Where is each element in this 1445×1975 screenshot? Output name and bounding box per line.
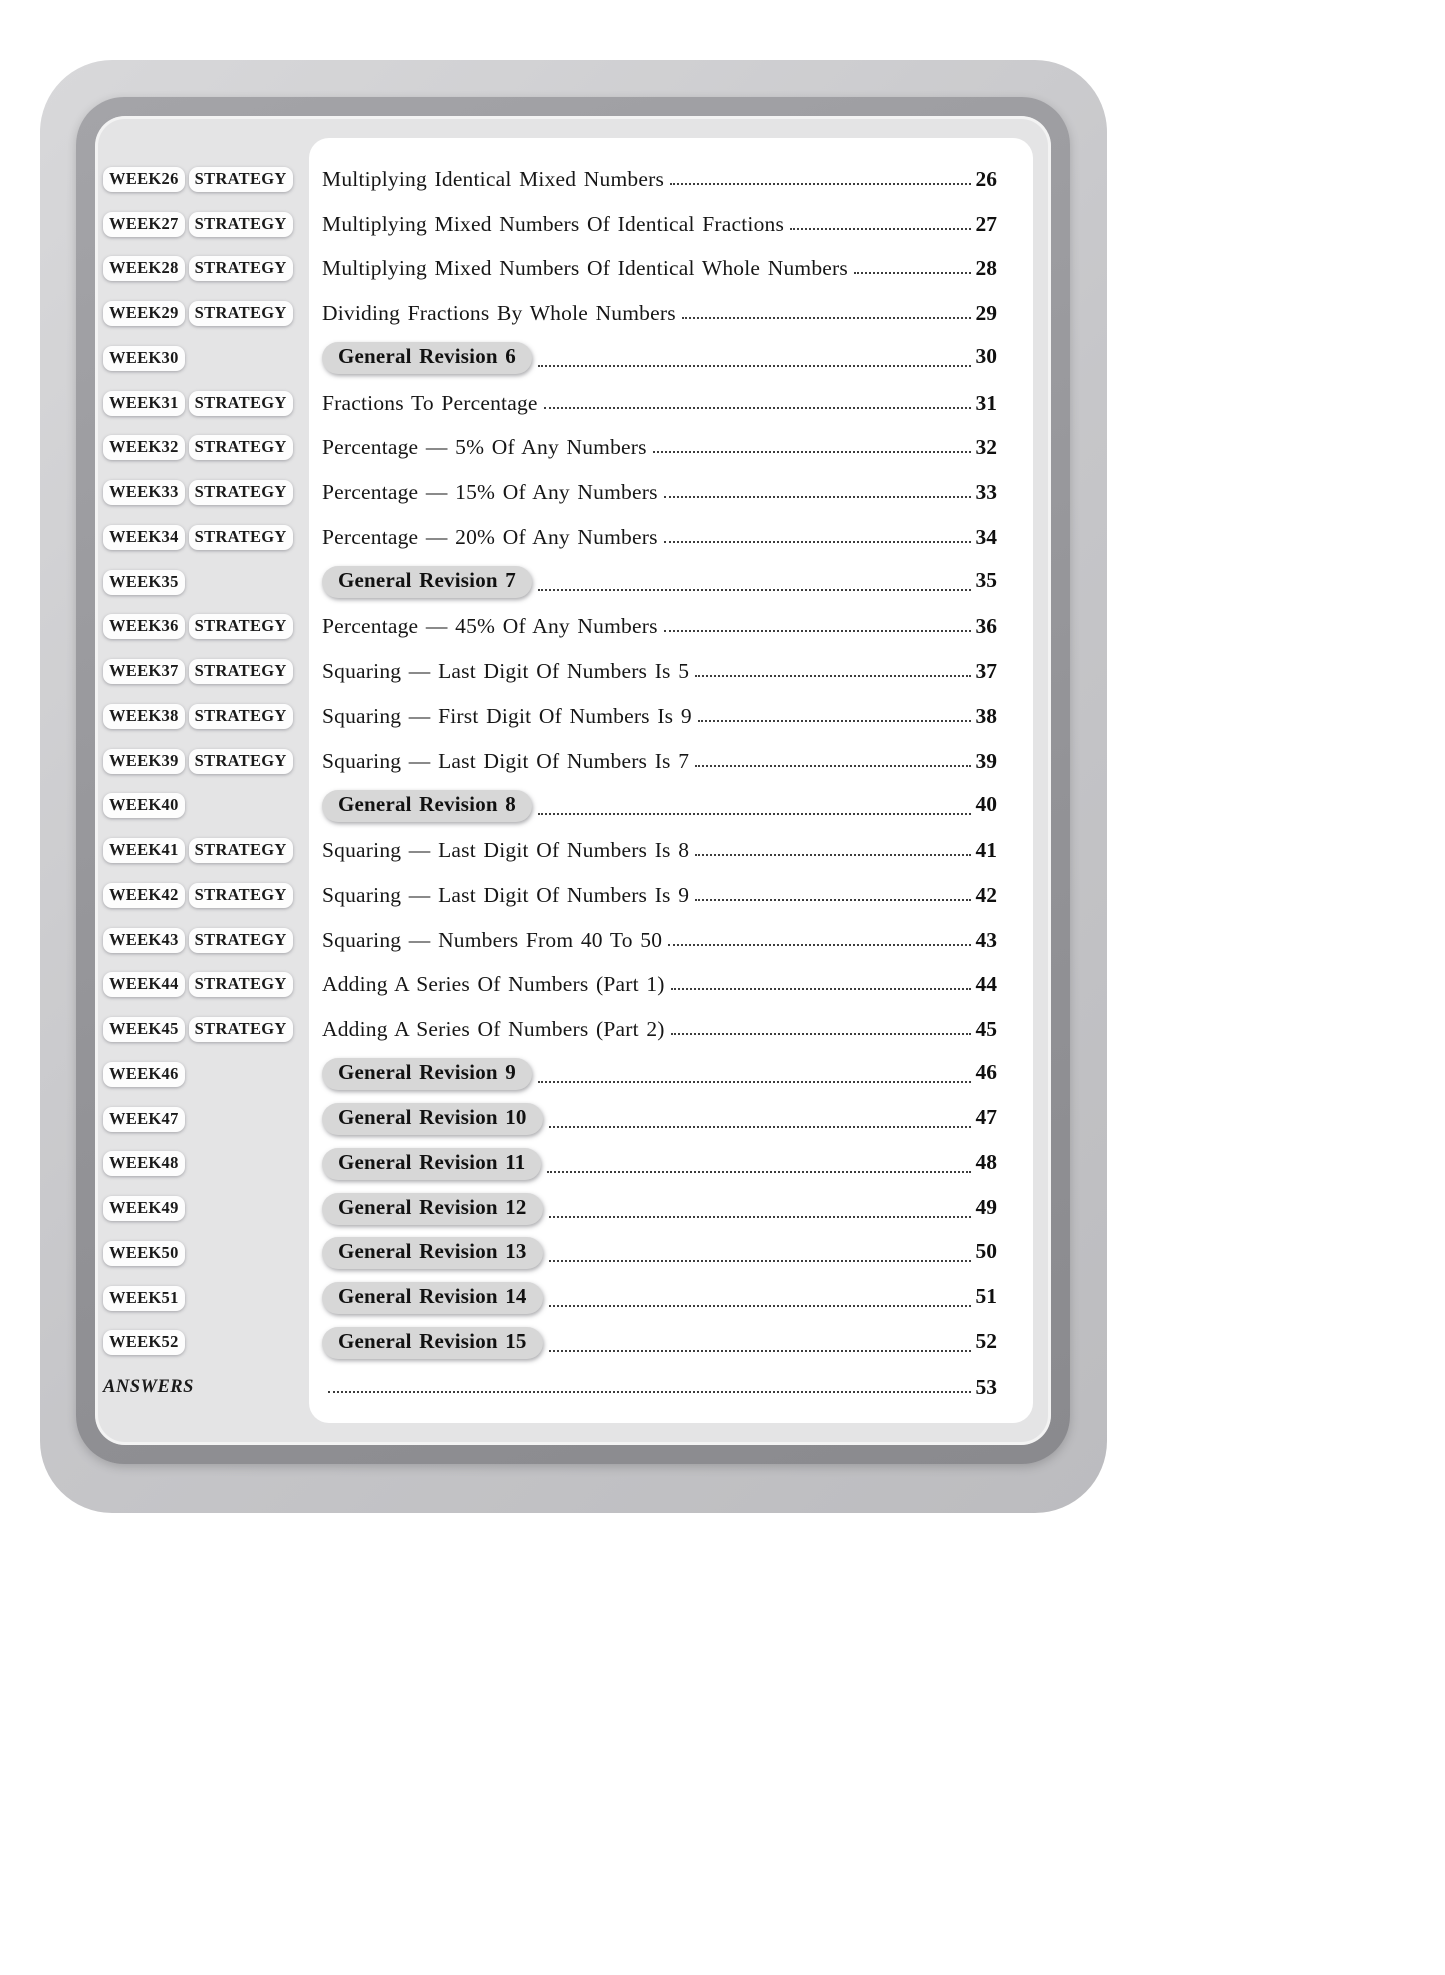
toc-entry	[309, 704, 1015, 729]
week-label: WEEK42	[103, 883, 185, 908]
toc-row	[101, 202, 1015, 247]
week-label-group	[101, 1107, 309, 1132]
toc-row	[101, 963, 1015, 1008]
week-label-group	[101, 256, 309, 281]
entry-page-number: 43	[975, 927, 997, 952]
week-label: WEEK38	[103, 704, 185, 729]
entry-title: Fractions To Percentage	[322, 390, 538, 415]
strategy-label: STRATEGY	[189, 301, 293, 326]
week-label-group	[101, 1017, 309, 1042]
entry-page-number: 46	[975, 1060, 997, 1085]
toc-row	[101, 470, 1015, 515]
entry-title: General Revision 10	[322, 1103, 543, 1135]
toc-entry	[309, 749, 1015, 774]
week-label: WEEK34	[103, 525, 185, 550]
entry-title: Adding A Series Of Numbers (Part 1)	[322, 972, 665, 997]
entry-page-number: 48	[975, 1149, 997, 1174]
week-label: WEEK44	[103, 972, 185, 997]
week-label: WEEK45	[103, 1017, 185, 1042]
dot-leader	[695, 899, 970, 901]
toc-entry	[309, 659, 1015, 684]
entry-title: General Revision 9	[322, 1058, 532, 1090]
entry-page-number: 40	[975, 791, 997, 816]
week-label: WEEK30	[103, 346, 185, 371]
week-label: WEEK37	[103, 659, 185, 684]
dot-leader	[664, 541, 971, 543]
entry-title: General Revision 14	[322, 1282, 543, 1314]
week-label-group	[101, 838, 309, 863]
toc-entry	[309, 883, 1015, 908]
toc-entry	[309, 1103, 1015, 1135]
entry-page-number: 37	[975, 659, 997, 684]
strategy-label: STRATEGY	[189, 749, 293, 774]
week-label: WEEK49	[103, 1196, 185, 1221]
toc-row	[101, 873, 1015, 918]
week-label: WEEK40	[103, 793, 185, 818]
toc-entry	[309, 1237, 1015, 1269]
entry-page-number: 41	[975, 838, 997, 863]
week-label: WEEK39	[103, 749, 185, 774]
entry-page-number: 39	[975, 748, 997, 773]
entry-page-number: 28	[975, 256, 997, 281]
entry-title: Squaring — Last Digit Of Numbers Is 5	[322, 659, 690, 684]
strategy-label: STRATEGY	[189, 212, 293, 237]
strategy-label: STRATEGY	[189, 256, 293, 281]
toc-row	[101, 381, 1015, 426]
week-label-group	[101, 1375, 309, 1401]
entry-title: Squaring — Last Digit Of Numbers Is 7	[322, 748, 690, 773]
toc-entry	[309, 525, 1015, 550]
week-label-group	[101, 793, 309, 818]
toc-row	[101, 1276, 1015, 1321]
entry-title: Squaring — Numbers From 40 To 50	[322, 927, 663, 952]
toc-entry	[309, 212, 1015, 237]
dot-leader	[538, 1081, 971, 1083]
entry-title: Multiplying Mixed Numbers Of Identical Whole Numbers	[322, 256, 848, 281]
entry-page-number: 26	[975, 166, 997, 191]
entry-page-number: 42	[975, 882, 997, 907]
toc-entry	[309, 480, 1015, 505]
toc-entry	[309, 391, 1015, 416]
toc-row	[101, 828, 1015, 873]
week-label: WEEK52	[103, 1330, 185, 1355]
toc-row	[101, 1142, 1015, 1187]
toc-entry	[309, 301, 1015, 326]
toc-entry	[309, 1193, 1015, 1225]
toc-row	[101, 1052, 1015, 1097]
dot-leader	[698, 720, 971, 722]
strategy-label: STRATEGY	[189, 391, 293, 416]
week-label-group	[101, 346, 309, 371]
week-label-group	[101, 1062, 309, 1087]
entry-title: General Revision 12	[322, 1193, 543, 1225]
toc-row	[101, 1007, 1015, 1052]
toc-entry	[309, 1375, 1015, 1400]
toc-entry	[309, 972, 1015, 997]
dot-leader	[549, 1126, 971, 1128]
week-label: WEEK50	[103, 1241, 185, 1266]
entry-page-number: 33	[975, 480, 997, 505]
entry-title: Squaring — Last Digit Of Numbers Is 9	[322, 882, 690, 907]
dot-leader	[544, 407, 971, 409]
toc-entry	[309, 167, 1015, 192]
week-label-group	[101, 749, 309, 774]
entry-title: General Revision 7	[322, 566, 532, 598]
strategy-label: STRATEGY	[189, 883, 293, 908]
entry-page-number: 45	[975, 1017, 997, 1042]
strategy-label: STRATEGY	[189, 614, 293, 639]
dot-leader	[653, 451, 971, 453]
dot-leader	[695, 765, 970, 767]
dot-leader	[328, 1391, 971, 1393]
entry-page-number: 32	[975, 435, 997, 460]
entry-page-number: 29	[975, 301, 997, 326]
dot-leader	[538, 589, 971, 591]
dot-leader	[538, 813, 971, 815]
entry-page-number: 53	[975, 1375, 997, 1400]
week-label: WEEK35	[103, 570, 185, 595]
toc-row	[101, 1321, 1015, 1366]
toc-row	[101, 336, 1015, 381]
week-label: WEEK36	[103, 614, 185, 639]
toc-entry	[309, 342, 1015, 374]
entry-page-number: 30	[975, 344, 997, 369]
entry-page-number: 47	[975, 1105, 997, 1130]
dot-leader	[790, 228, 970, 230]
dot-leader	[695, 854, 970, 856]
week-label: WEEK41	[103, 838, 185, 863]
week-label-group	[101, 614, 309, 639]
toc-entry	[309, 838, 1015, 863]
week-label-group	[101, 435, 309, 460]
toc-row	[101, 1365, 1015, 1410]
week-label: WEEK28	[103, 256, 185, 281]
week-label-group	[101, 1241, 309, 1266]
week-label: WEEK29	[103, 301, 185, 326]
strategy-label: STRATEGY	[189, 659, 293, 684]
entry-title: Squaring — Last Digit Of Numbers Is 8	[322, 838, 690, 863]
entry-page-number: 50	[975, 1239, 997, 1264]
strategy-label: STRATEGY	[189, 704, 293, 729]
toc-row	[101, 1186, 1015, 1231]
toc-row	[101, 247, 1015, 292]
dot-leader	[549, 1216, 971, 1218]
toc-row	[101, 426, 1015, 471]
strategy-label: STRATEGY	[189, 838, 293, 863]
page-frame	[76, 97, 1070, 1464]
toc-entry	[309, 1148, 1015, 1180]
strategy-label: STRATEGY	[189, 525, 293, 550]
entry-title: General Revision 15	[322, 1327, 543, 1359]
toc-entry	[309, 1058, 1015, 1090]
strategy-label: STRATEGY	[189, 480, 293, 505]
toc-entry	[309, 928, 1015, 953]
dot-leader	[538, 365, 971, 367]
entry-title: Multiplying Identical Mixed Numbers	[322, 166, 665, 191]
week-label: WEEK31	[103, 391, 185, 416]
table-of-contents	[101, 157, 1015, 1410]
week-label: WEEK27	[103, 212, 185, 237]
entry-page-number: 52	[975, 1328, 997, 1353]
entry-page-number: 38	[975, 703, 997, 728]
entry-title: Dividing Fractions By Whole Numbers	[322, 301, 676, 326]
week-label: WEEK26	[103, 167, 185, 192]
week-label-group	[101, 1330, 309, 1355]
week-label: WEEK51	[103, 1286, 185, 1311]
entry-title: Percentage — 20% Of Any Numbers	[322, 524, 658, 549]
entry-page-number: 34	[975, 524, 997, 549]
toc-entry	[309, 435, 1015, 460]
toc-row	[101, 784, 1015, 829]
dot-leader	[547, 1171, 970, 1173]
week-label-group	[101, 301, 309, 326]
entry-title: Percentage — 5% Of Any Numbers	[322, 435, 647, 460]
inner-surface	[95, 116, 1051, 1445]
week-label-group	[101, 212, 309, 237]
entry-page-number: 27	[975, 211, 997, 236]
dot-leader	[549, 1350, 971, 1352]
entry-title: Multiplying Mixed Numbers Of Identical Fractions	[322, 211, 785, 236]
toc-entry	[309, 256, 1015, 281]
strategy-label: STRATEGY	[189, 167, 293, 192]
strategy-label: STRATEGY	[189, 435, 293, 460]
dot-leader	[671, 988, 971, 990]
toc-entry	[309, 1282, 1015, 1314]
toc-entry	[309, 1327, 1015, 1359]
dot-leader	[668, 944, 970, 946]
entry-title: Percentage — 45% Of Any Numbers	[322, 614, 658, 639]
strategy-label: STRATEGY	[189, 972, 293, 997]
dot-leader	[682, 317, 971, 319]
toc-row	[101, 649, 1015, 694]
week-label-group	[101, 704, 309, 729]
week-label-group	[101, 167, 309, 192]
week-label: WEEK47	[103, 1107, 185, 1132]
entry-page-number: 49	[975, 1194, 997, 1219]
toc-row	[101, 1231, 1015, 1276]
toc-row	[101, 918, 1015, 963]
week-label: WEEK46	[103, 1062, 185, 1087]
strategy-label: STRATEGY	[189, 1017, 293, 1042]
toc-row	[101, 694, 1015, 739]
week-label-group	[101, 883, 309, 908]
dot-leader	[664, 630, 971, 632]
week-label-group	[101, 480, 309, 505]
week-label: WEEK33	[103, 480, 185, 505]
week-label-group	[101, 659, 309, 684]
week-label: WEEK48	[103, 1151, 185, 1176]
toc-row	[101, 291, 1015, 336]
entry-title: General Revision 11	[322, 1148, 541, 1180]
week-label-group	[101, 928, 309, 953]
week-label: WEEK43	[103, 928, 185, 953]
toc-entry	[309, 566, 1015, 598]
dot-leader	[549, 1305, 971, 1307]
week-label-group	[101, 391, 309, 416]
dot-leader	[854, 272, 971, 274]
dot-leader	[549, 1260, 971, 1262]
toc-row	[101, 515, 1015, 560]
toc-entry	[309, 1017, 1015, 1042]
toc-entry	[309, 614, 1015, 639]
entry-title: Adding A Series Of Numbers (Part 2)	[322, 1017, 665, 1042]
toc-row	[101, 605, 1015, 650]
toc-entry	[309, 790, 1015, 822]
week-label-group	[101, 525, 309, 550]
strategy-label: STRATEGY	[189, 928, 293, 953]
entry-title: General Revision 8	[322, 790, 532, 822]
entry-page-number: 35	[975, 568, 997, 593]
entry-title: General Revision 6	[322, 342, 532, 374]
entry-title: Percentage — 15% Of Any Numbers	[322, 480, 658, 505]
entry-page-number: 51	[975, 1284, 997, 1309]
entry-page-number: 36	[975, 614, 997, 639]
week-label-group	[101, 1151, 309, 1176]
toc-row	[101, 739, 1015, 784]
week-label: WEEK32	[103, 435, 185, 460]
toc-row	[101, 157, 1015, 202]
entry-page-number: 44	[975, 972, 997, 997]
dot-leader	[695, 675, 970, 677]
week-label-group	[101, 1196, 309, 1221]
entry-title: Squaring — First Digit Of Numbers Is 9	[322, 703, 692, 728]
toc-row	[101, 1097, 1015, 1142]
week-label-group	[101, 1286, 309, 1311]
dot-leader	[664, 496, 971, 498]
entry-title: General Revision 13	[322, 1237, 543, 1269]
week-label-group	[101, 972, 309, 997]
entry-page-number: 31	[975, 390, 997, 415]
week-label-group	[101, 570, 309, 595]
toc-row	[101, 560, 1015, 605]
dot-leader	[671, 1033, 971, 1035]
week-label: ANSWERS	[103, 1376, 194, 1397]
dot-leader	[670, 183, 970, 185]
